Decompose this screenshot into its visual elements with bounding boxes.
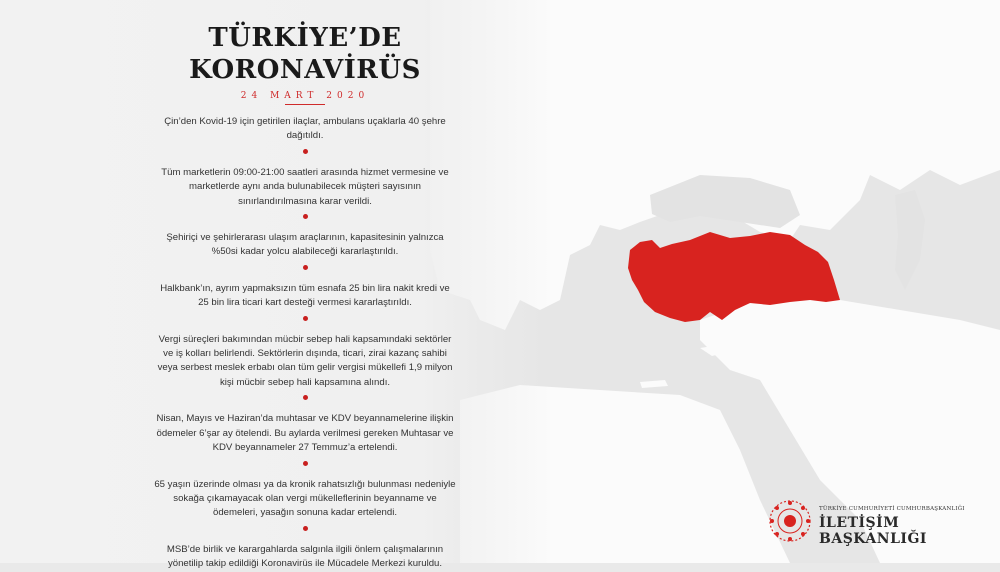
list-item: Halkbank’ın, ayrım yapmaksızın tüm esnafa 25 bin lira nakit kredi ve 25 bin lira ticari kart desteği vermesi kararlaştırıldı. [160,282,450,309]
logo-subtitle: TÜRKİYE CUMHURİYETİ CUMHURBAŞKANLIĞI [819,506,965,512]
list-item: Çin’den Kovid-19 için getirilen ilaçlar, ambulans uçaklarla 40 şehre dağıtıldı. [164,116,446,142]
bullet-dot [303,316,308,321]
list-item: Nisan, Mayıs ve Haziran’da muhtasar ve KDV beyannamelerine ilişkin ödemeler 6’şar ay ötelendi. Bu aylarda verilmesi gereken Muhtasar ve KDV beyannameler 27 Temmuz’a ertelendi. [156,413,454,454]
news-list [150,115,460,572]
date-underline [285,104,325,105]
bullet-dot [303,526,308,531]
bullet-dot [303,149,308,154]
list-item: 65 yaşın üzerinde olması ya da kronik rahatsızlığı bulunması nedeniyle sokağa çıkamayacak olan vergi mükelleflerinin beyanname ve ödemeleri, yasağın sonuna kadar ertelendi. [154,478,456,519]
list-item: Tüm marketlerin 09:00-21:00 saatleri arasında hizmet vermesine ve marketlerde aynı anda bulunabilecek müşteri sayısının sınırlandırılmasına karar verildi. [161,166,449,207]
bullet-dot [303,265,308,270]
content-panel [150,20,460,572]
date-label: 24 MART 2020 [240,91,370,101]
logo [767,498,987,548]
page-title-line1: TÜRKİYE’DE [208,23,402,53]
bullet-dot [303,395,308,400]
date-row [150,88,460,104]
list-item: Vergi süreçleri bakımından mücbir sebep hali kapsamındaki sektörler ve iş kolları belirlendi. Sektörlerin dışında, ticari, zirai kazanç sahibi veya serbest meslek erbabı olan tüm gelir vergisi mükellefi 1,9 milyon kişi mücbir sebep hali kapsamına alındı. [157,333,453,388]
presidency-seal-icon [767,498,813,544]
list-item: Şehiriçi ve şehirlerarası ulaşım araçlarının, kapasitesinin yalnızca %50si kadar yolcu alabileceği kararlaştırıldı. [166,232,444,258]
page-title-line2: KORONAVİRÜS [189,55,421,85]
list-item: MSB’de birlik ve karargahlarda salgınla ilgili önlem çalışmalarının yönetilip takip edildiği Koronavirüs ile Mücadele Merkezi kuruldu. [166,543,444,570]
logo-title: İLETİŞİM BAŞKANLIĞI [819,515,927,547]
bullet-dot [303,214,308,219]
bullet-dot [303,461,308,466]
